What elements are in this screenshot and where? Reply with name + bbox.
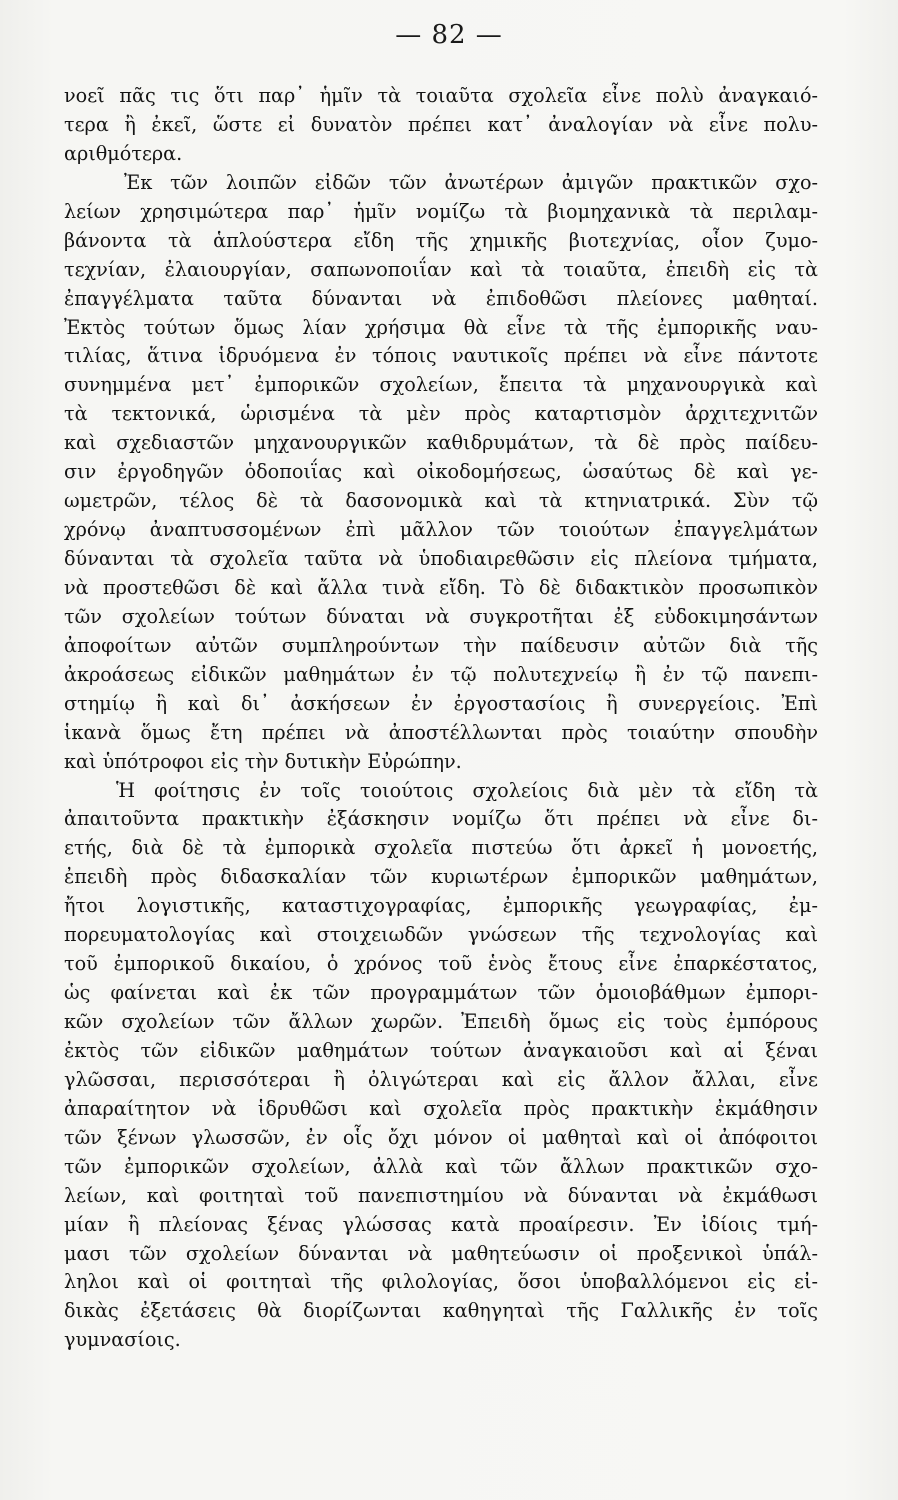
- text-line: μίαν ἢ πλείονας ξένας γλώσσας κατὰ προαίρεσιν. Ἐν ἰδίοις τμή-: [64, 1212, 818, 1236]
- text-line: τὰ τεκτονικά, ὡρισμένα τὰ μὲν πρὸς καταρτισμὸν ἀρχιτεχνιτῶν: [64, 402, 818, 426]
- text-line: πορευματολογίας καὶ στοιχειωδῶν γνώσεων τῆς τεχνολογίας καὶ: [64, 923, 818, 947]
- text-line: νοεῖ πᾶς τις ὅτι παρ᾽ ἡμῖν τὰ τοιαῦτα σχολεῖα εἶνε πολὺ ἀναγκαιό-: [64, 84, 818, 107]
- text-line: αριθμότερα.: [64, 141, 183, 165]
- text-line: ωμετρῶν, τέλος δὲ τὰ δασονομικὰ καὶ τὰ κτηνιατρικά. Σὺν τῷ: [64, 489, 818, 513]
- page-number: — 82 —: [395, 20, 503, 50]
- text-line: βάνοντα τὰ ἁπλούστερα εἴδη τῆς χημικῆς βιοτεχνίας, οἷον ζυμο-: [64, 228, 818, 252]
- text-line: χρόνῳ ἀναπτυσσομένων ἐπὶ μᾶλλον τῶν τοιούτων ἐπαγγελμάτων: [64, 518, 818, 542]
- text-line: λείων χρησιμώτερα παρ᾽ ἡμῖν νομίζω τὰ βιομηχανικὰ τὰ περιλαμ-: [64, 199, 818, 223]
- text-line: γλῶσσαι, περισσότεραι ἢ ὀλιγώτεραι καὶ εἰς ἄλλον ἄλλαι, εἶνε: [64, 1067, 818, 1091]
- text-line: συνημμένα μετ᾽ ἐμπορικῶν σχολείων, ἔπειτα τὰ μηχανουργικὰ καὶ: [64, 373, 818, 397]
- text-line: ὡς φαίνεται καὶ ἐκ τῶν προγραμμάτων τῶν ὁμοιοβάθμων ἐμπορι-: [64, 981, 818, 1005]
- text-line: ἐπειδὴ πρὸς διδασκαλίαν τῶν κυριωτέρων ἐμπορικῶν μαθημάτων,: [64, 865, 818, 889]
- text-line: Ἐκτὸς τούτων ὅμως λίαν χρήσιμα θὰ εἶνε τὰ τῆς ἐμπορικῆς ναυ-: [64, 315, 818, 339]
- text-line: ληλοι καὶ οἱ φοιτηταὶ τῆς φιλολογίας, ὅσοι ὑποβαλλόμενοι εἰς εἰ-: [64, 1270, 818, 1294]
- text-line: δικὰς ἐξετάσεις θὰ διορίζωνται καθηγηταὶ τῆς Γαλλικῆς ἐν τοῖς: [64, 1299, 818, 1323]
- text-line: τεχνίαν, ἐλαιουργίαν, σαπωνοποιΐαν καὶ τὰ τοιαῦτα, ἐπειδὴ εἰς τὰ: [64, 257, 818, 281]
- text-line: σιν ἐργοδηγῶν ὁδοποιΐας καὶ οἰκοδομήσεως, ὡσαύτως δὲ καὶ γε-: [64, 460, 818, 484]
- paragraph-start-line: Ἐκ τῶν λοιπῶν εἰδῶν τῶν ἀνωτέρων ἀμιγῶν πρακτικῶν σχο-: [124, 170, 818, 194]
- text-line: γυμνασίοις.: [64, 1328, 181, 1352]
- text-line: ἤτοι λογιστικῆς, καταστιχογραφίας, ἐμπορικῆς γεωγραφίας, ἐμ-: [64, 894, 818, 918]
- text-line: ἀποφοίτων αὐτῶν συμπληρούντων τὴν παίδευσιν αὐτῶν διὰ τῆς: [64, 633, 818, 657]
- text-line: κῶν σχολείων τῶν ἄλλων χωρῶν. Ἐπειδὴ ὅμως εἰς τοὺς ἐμπόρους: [64, 1010, 818, 1033]
- text-line: ἱκανὰ ὅμως ἔτη πρέπει νὰ ἀποστέλλωνται πρὸς τοιαύτην σπουδὴν: [64, 720, 818, 744]
- text-line: τοῦ ἐμπορικοῦ δικαίου, ὁ χρόνος τοῦ ἑνὸς ἔτους εἶνε ἐπαρκέστατος,: [64, 952, 818, 976]
- text-line: καὶ ὑπότροφοι εἰς τὴν δυτικὴν Εὐρώπην.: [64, 749, 462, 773]
- body-text: [64, 82, 818, 1355]
- text-line: τῶν ἐμπορικῶν σχολείων, ἀλλὰ καὶ τῶν ἄλλων πρακτικῶν σχο-: [64, 1154, 818, 1178]
- text-line: νὰ προστεθῶσι δὲ καὶ ἄλλα τινὰ εἴδη. Τὸ δὲ διδακτικὸν προσωπικὸν: [64, 575, 818, 599]
- text-line: ἀπαραίτητον νὰ ἱδρυθῶσι καὶ σχολεῖα πρὸς πρακτικὴν ἐκμάθησιν: [64, 1096, 818, 1120]
- text-line: ἀπαιτοῦντα πρακτικὴν ἐξάσκησιν νομίζω ὅτι πρέπει νὰ εἶνε δι-: [64, 807, 818, 831]
- text-line: λείων, καὶ φοιτηταὶ τοῦ πανεπιστημίου νὰ δύνανται νὰ ἐκμάθωσι: [64, 1183, 818, 1207]
- text-line: τερα ἢ ἐκεῖ, ὥστε εἰ δυνατὸν πρέπει κατ᾽ ἀναλογίαν νὰ εἶνε πολυ-: [64, 112, 818, 136]
- text-line: τῶν σχολείων τούτων δύναται νὰ συγκροτῆται ἐξ εὐδοκιμησάντων: [64, 604, 818, 628]
- text-line: ετής, διὰ δὲ τὰ ἐμπορικὰ σχολεῖα πιστεύω ὅτι ἀρκεῖ ἡ μονοετής,: [64, 836, 818, 860]
- text-line: ἀκροάσεως εἰδικῶν μαθημάτων ἐν τῷ πολυτεχνείῳ ἢ ἐν τῷ πανεπι-: [64, 662, 818, 686]
- text-line: δύνανται τὰ σχολεῖα ταῦτα νὰ ὑποδιαιρεθῶσιν εἰς πλείονα τμήματα,: [64, 547, 818, 570]
- text-line: τῶν ξένων γλωσσῶν, ἐν οἷς ὄχι μόνον οἱ μαθηταὶ καὶ οἱ ἀπόφοιτοι: [64, 1125, 818, 1149]
- text-line: μασι τῶν σχολείων δύνανται νὰ μαθητεύωσιν οἱ προξενικοὶ ὑπάλ-: [64, 1241, 818, 1265]
- text-line: καὶ σχεδιαστῶν μηχανουργικῶν καθιδρυμάτων, τὰ δὲ πρὸς παίδευ-: [64, 431, 818, 455]
- text-line: ἐκτὸς τῶν εἰδικῶν μαθημάτων τούτων ἀναγκαιοῦσι καὶ αἱ ξέναι: [64, 1038, 818, 1062]
- paragraph-start-line: Ἡ φοίτησις ἐν τοῖς τοιούτοις σχολείοις διὰ μὲν τὰ εἴδη τὰ: [116, 778, 818, 802]
- text-line: τιλίας, ἅτινα ἱδρυόμενα ἐν τόποις ναυτικοῖς πρέπει νὰ εἶνε πάντοτε: [64, 344, 818, 368]
- text-line: στημίῳ ἢ καὶ δι᾽ ἀσκήσεων ἐν ἐργοστασίοις ἢ συνεργείοις. Ἐπὶ: [64, 691, 818, 715]
- text-line: ἐπαγγέλματα ταῦτα δύνανται νὰ ἐπιδοθῶσι πλείονες μαθηταί.: [64, 286, 818, 310]
